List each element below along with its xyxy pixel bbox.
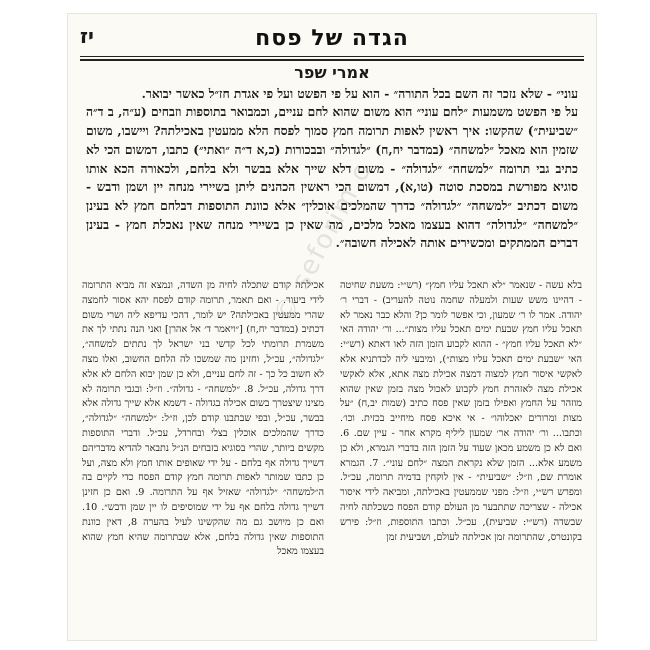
commentary-paragraph-2: על פי הפשט משמעות ״לחם עוני״ הוא משום שהוא לחם עניים, וכמבואר בתוספות וזבחים (ע״ה, ב ד״ה ״שביעית״) שהקשו: איך ראשין לאפות תרומה חמץ סמוך לפסח הלא ממעטין באכילתה? ויישבו, משום שזמין הוא מאכל ״למשחה״ (במדבר יח,ח) ״לגדולה״ ובבכורות (כ,א ד״ה ״ואתי״) כתבו, דמשום הכי לא כתיב גבי תרומה ״למשחה״ ״לגדולה״ - משום דלא שייך אלא בבשר ולא בלחם, ולכאורה הכא אותו סוגיא מפורשת במסכת סוטה (טו,א), דמשום הכי ראשין הכהנים ליתן בשיירי מנחה יין ושמן ודבש - משום דכתיב ״למשחה״ ״לגדולה״ כדרך שהמלכים אוכלין״ אלא כוונת התוספות דבלחם חמץ לא בעינן ״למשחה״ ״לגדולה״ דהוא בעצמו מאכל מלכים, מה שאין כן בשיירי מנחה שאין נאכלת חמץ - בעינן דברים הממתקים ומכשירים אותה לאכילה חשובה״. xyxy=(86,105,578,251)
footnote-text-right: בלא עשה - שנאמר ״לא תאכל עליו חמץ״ (רש״י: משעת שחיטה - דהיינו משש שעות ולמעלה שחמה נוטה להעריב) - דברי ר׳ יהודה. אמר לו ר׳ שמעון, וכי אפשר לומר כן? והלא כבר נאמר לא תאכל עליו חמץ שבעת ימים תאכל עליו מצות״... ור׳ יהודה האי ״לא תאכל עליו חמץ״ - ההוא לקבוע הזמן הזה לאו דאתא (רש״י: האי ״שבעת ימים תאכל עליו מצות״), ומיבעי ליה לכדתניא אלא לאקשי איסור חמץ למצוה דמצה אכילת מצה אתא, אלא לאקשי אכילת מצה לאזהרת חמץ לקבוע לאכול מצה בזמן שאין שהוא מוזהר על החמץ ואפילו בזמן שאין פסח כתיב (שמות יב,ח) ״על מצות ומרורים יאכלוהו״ - אי איכא פסח מיחייב בכזית. וכו׳. וכתבו... ור׳ יהודה אר׳ שמעון ליליף מקרא אחר - עיין שם. 6. ואם לא כן משמע מכאן שעוד על הזמן הזה בדברי הגמרא, ולא כן משמע אלא... הזמן שלא נקראת המצה ״לחם עוני״. 7. הגמרא אומרת שם, וז״ל: ״שביעית״ - אין לוקחין בדמיה תרומה, עכ״ל. ומפרש רש״י, וז״ל: מפני שממעטין באכילתה, ומביאה לידי איסור אכילה - שצריכה שתתבער מן העולם קודם הפסח כשכלתה לחיה שבשדה (רש״י: שביעית), עכ״ל. וכתבו התוספות, וז״ל: פירש בקונטרס, שהתרומה זמן אכילתה לעולם, ושביעית זמן xyxy=(340,280,582,543)
watermark: © seforim.c xyxy=(268,158,378,329)
section-heading: אמרי שפר xyxy=(294,63,370,82)
header-rule-thick xyxy=(80,59,584,61)
book-page xyxy=(68,14,596,640)
footnotes-area xyxy=(82,279,582,636)
header-rule xyxy=(80,56,584,57)
main-commentary xyxy=(86,64,578,269)
page-header xyxy=(78,20,586,56)
footnote-text-left: אכילתה קודם שתכלה לחיה מן השדה, ונמצא זה מביא התרומה לידי ביעור. - ואם תאמר, תרומה קודם לפסח יהא אסור לחמצה שהרי ממעטין באכילתה? יש לומר, דהכי עדיפא ליה ושרי משום דכתיב (במדבר יח,ח) [״ויאמר ד׳ אל אהרן] ואני הנה נתתי לך את משמרת תרומתי לכל קדשי בני ישראל לך נתתים למשחה״, ״לגדולה״, עכ״ל, וחזינן מה שמשכו לה הלחם החשוב, ואלו מצה לא חשוב כל כך - זה לחם עניים, ולא כן שמן יבוא הלחם לא אלא דרך גדולה, עכ״ל. 8. ״למשחה״ - גדולה״. וז״ל: ובגבי תרומה לא מצינו שיצטרך בשום אכילה בגדולה - דשמא אלא שייך גדולה אלא בבשר, עכ״ל, ובפי שבתבנו קודם לכן, וז״ל: ״למשחה״ ״לגדולה״, כדרך שהמלכים אוכלין בצלי ובחרדל, עכ״ל. ודברי התוספות מקשים ביותר, שהרי בסוגיא בזבחים הנ״ל נתבאר להדיא מדבריהם דשייך גדולה אף בלחם - על ידי שאופים אותו חמץ ולא מצה, ועל כן כתבו שמותר לאפות תרומה חמץ קודם הפסח כדי לקיים בה ה״למשחה״ ״לגדולה״ שאזיל אף על התרומה. 9. ואם כן חזינן דשייך גדולה בלחם אף על ידי שמוסיפים לו יין שמן ודבש״. 10. ואם כן מיושב גם מה שהקשינו לעיל בהערה 8, דאין כוונת התוספות שאין גדולה בלחם, אלא שבתרומה שהיא חמץ שהוא בעצמו מאכל xyxy=(82,280,324,558)
page-title: הגדה של פסח xyxy=(255,25,409,51)
commentary-paragraph-1: עוני״ - שלא נזכר זה השם בכל התורה״ - הוא על פי הפשט ועל פי אגדת חז״ל כאשר יבואר. xyxy=(141,86,578,101)
footnote-column-left xyxy=(82,279,324,636)
page-number: יז xyxy=(80,24,94,48)
footnote-column-right xyxy=(340,279,582,636)
